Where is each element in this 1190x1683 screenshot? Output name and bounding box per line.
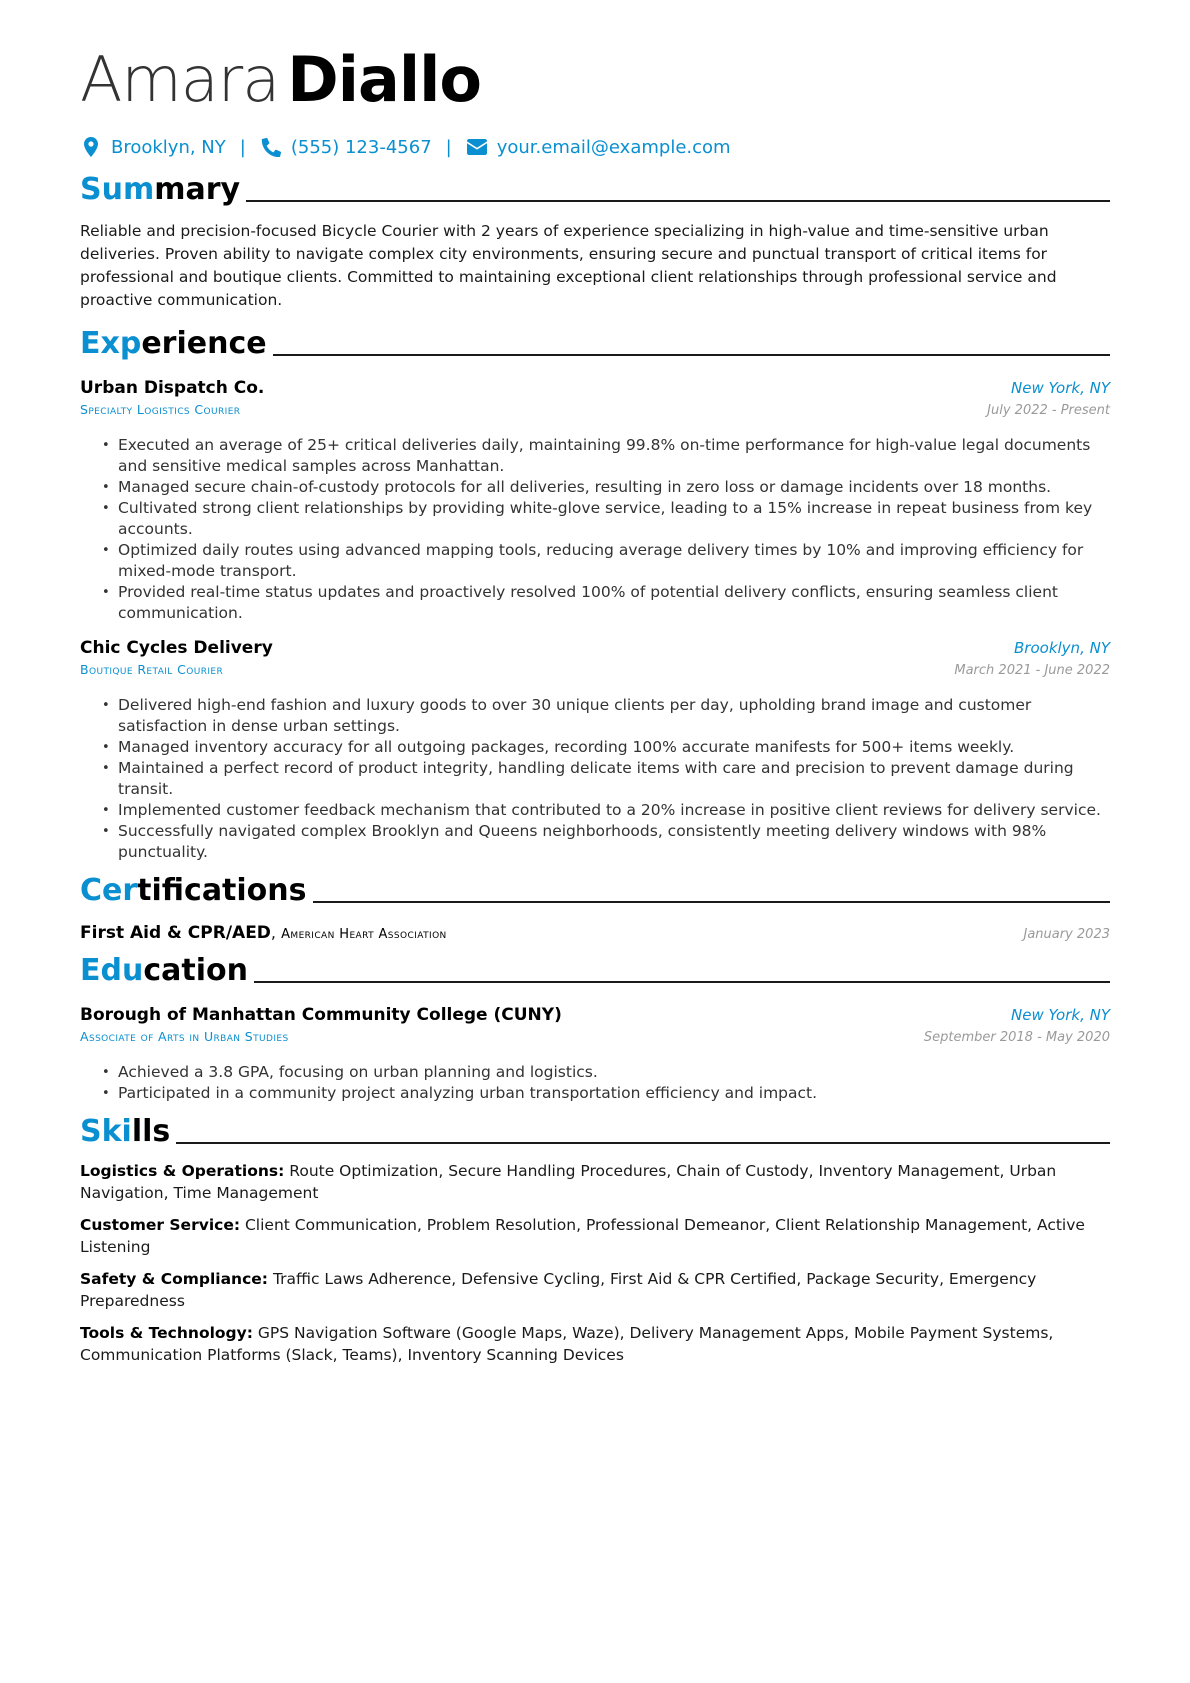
phone-text: (555) 123-4567 bbox=[290, 136, 432, 158]
skill-values: GPS Navigation Software (Google Maps, Waze), Delivery Management Apps, Mobile Payment Systems, Communication Platforms (Slack, Teams), Inventory Scanning Devices bbox=[80, 1324, 1054, 1364]
skills-heading bbox=[80, 1112, 1110, 1150]
skills-list bbox=[80, 1160, 1110, 1366]
skill-group bbox=[80, 1214, 1110, 1258]
list-item: • Optimized daily routes using advanced mapping tools, reducing average delivery times by 10% and improving efficiency for mixed-mode transport. bbox=[102, 540, 1110, 582]
contact-email[interactable] bbox=[466, 136, 731, 158]
certification-entry bbox=[80, 923, 1110, 945]
certifications-heading bbox=[80, 871, 1110, 909]
certification-org: American Heart Association bbox=[281, 927, 447, 942]
section-rule bbox=[273, 354, 1110, 356]
location-text: Brooklyn, NY bbox=[111, 136, 226, 158]
map-pin-icon bbox=[80, 136, 102, 158]
job-dates: July 2022 - Present bbox=[987, 403, 1110, 418]
list-item: • Maintained a perfect record of product integrity, handling delicate items with care and precision to prevent damage during transit. bbox=[102, 758, 1110, 800]
certification-separator: , bbox=[270, 923, 277, 942]
summary-heading bbox=[80, 170, 1110, 208]
degree-title: Associate of Arts in Urban Studies bbox=[80, 1029, 289, 1044]
experience-entry bbox=[80, 636, 1110, 863]
contact-phone[interactable] bbox=[260, 136, 432, 158]
experience-heading bbox=[80, 324, 1110, 362]
skill-group bbox=[80, 1268, 1110, 1312]
job-title: Boutique Retail Courier bbox=[80, 662, 224, 677]
section-rule bbox=[313, 901, 1110, 903]
skill-label: Safety & Compliance: bbox=[80, 1270, 268, 1288]
list-item: • Executed an average of 25+ critical deliveries daily, maintaining 99.8% on-time performance for high-value legal documents and sensitive medical samples across Manhattan. bbox=[102, 435, 1110, 477]
job-bullets bbox=[80, 435, 1110, 624]
first-name: Amara bbox=[80, 43, 280, 116]
job-bullets bbox=[80, 695, 1110, 863]
section-rule bbox=[254, 981, 1110, 983]
certification-name: First Aid & CPR/AED bbox=[80, 923, 271, 943]
education-entry bbox=[80, 1003, 1110, 1104]
skill-group bbox=[80, 1322, 1110, 1366]
phone-icon bbox=[260, 136, 282, 158]
section-rule bbox=[246, 200, 1110, 202]
skill-group bbox=[80, 1160, 1110, 1204]
email-link[interactable]: your.email@example.com bbox=[496, 136, 731, 158]
list-item: • Managed secure chain-of-custody protocols for all deliveries, resulting in zero loss or damage incidents over 18 months. bbox=[102, 477, 1110, 498]
education-dates: September 2018 - May 2020 bbox=[923, 1030, 1110, 1045]
skill-label: Logistics & Operations: bbox=[80, 1162, 285, 1180]
skill-values: Route Optimization, Secure Handling Procedures, Chain of Custody, Inventory Management, Urban Navigation, Time Management bbox=[80, 1162, 1057, 1202]
school-location: New York, NY bbox=[1011, 1006, 1110, 1024]
list-item: • Provided real-time status updates and proactively resolved 100% of potential delivery conflicts, ensuring seamless client communication. bbox=[102, 582, 1110, 624]
contact-location bbox=[80, 136, 226, 158]
section-rule bbox=[176, 1142, 1110, 1144]
job-location: New York, NY bbox=[1011, 379, 1110, 397]
last-name: Diallo bbox=[287, 43, 481, 116]
company-name: Urban Dispatch Co. bbox=[80, 378, 265, 398]
list-item: • Achieved a 3.8 GPA, focusing on urban planning and logistics. bbox=[102, 1062, 1110, 1083]
list-item: • Implemented customer feedback mechanism that contributed to a 20% increase in positive client reviews for delivery service. bbox=[102, 800, 1110, 821]
section-title: Experience bbox=[80, 326, 267, 361]
skill-label: Customer Service: bbox=[80, 1216, 241, 1234]
list-item: • Cultivated strong client relationships by providing white-glove service, leading to a 15% increase in repeat business from key accounts. bbox=[102, 498, 1110, 540]
candidate-name bbox=[80, 44, 1110, 116]
education-bullets bbox=[80, 1062, 1110, 1104]
skill-label: Tools & Technology: bbox=[80, 1324, 253, 1342]
list-item: • Delivered high-end fashion and luxury goods to over 30 unique clients per day, upholding brand image and customer satisfaction in dense urban settings. bbox=[102, 695, 1110, 737]
company-name: Chic Cycles Delivery bbox=[80, 638, 273, 658]
contact-separator: | bbox=[239, 136, 246, 158]
skill-values: Client Communication, Problem Resolution, Professional Demeanor, Client Relationship Management, Active Listening bbox=[80, 1216, 1085, 1256]
certification-date: January 2023 bbox=[1023, 927, 1110, 942]
education-heading bbox=[80, 951, 1110, 989]
job-dates: March 2021 - June 2022 bbox=[954, 663, 1110, 678]
contact-separator: | bbox=[445, 136, 452, 158]
experience-entry bbox=[80, 376, 1110, 624]
contact-bar bbox=[80, 134, 1110, 160]
list-item: • Managed inventory accuracy for all outgoing packages, recording 100% accurate manifests for 500+ items weekly. bbox=[102, 737, 1110, 758]
section-title: Skills bbox=[80, 1114, 171, 1149]
list-item: • Successfully navigated complex Brooklyn and Queens neighborhoods, consistently meeting delivery windows with 98% punctuality. bbox=[102, 821, 1110, 863]
job-title: Specialty Logistics Courier bbox=[80, 402, 241, 417]
summary-text: Reliable and precision-focused Bicycle Courier with 2 years of experience specializing in high-value and time-sensitive urban deliveries. Proven ability to navigate complex city environments, ensuring secure and punctual transport of critical items for professional and boutique clients. Committed to maintaining exceptional client relationships through professional service and proactive communication. bbox=[80, 222, 1057, 309]
list-item: • Participated in a community project analyzing urban transportation efficiency and impact. bbox=[102, 1083, 1110, 1104]
section-title: Certifications bbox=[80, 873, 307, 908]
skill-values: Traffic Laws Adherence, Defensive Cycling, First Aid & CPR Certified, Package Security, Emergency Preparedness bbox=[80, 1270, 1037, 1310]
job-location: Brooklyn, NY bbox=[1014, 639, 1110, 657]
section-title: Summary bbox=[80, 172, 241, 207]
school-name: Borough of Manhattan Community College (CUNY) bbox=[80, 1005, 562, 1025]
certification-text bbox=[80, 923, 447, 943]
envelope-icon bbox=[466, 136, 488, 158]
section-title: Education bbox=[80, 953, 248, 988]
